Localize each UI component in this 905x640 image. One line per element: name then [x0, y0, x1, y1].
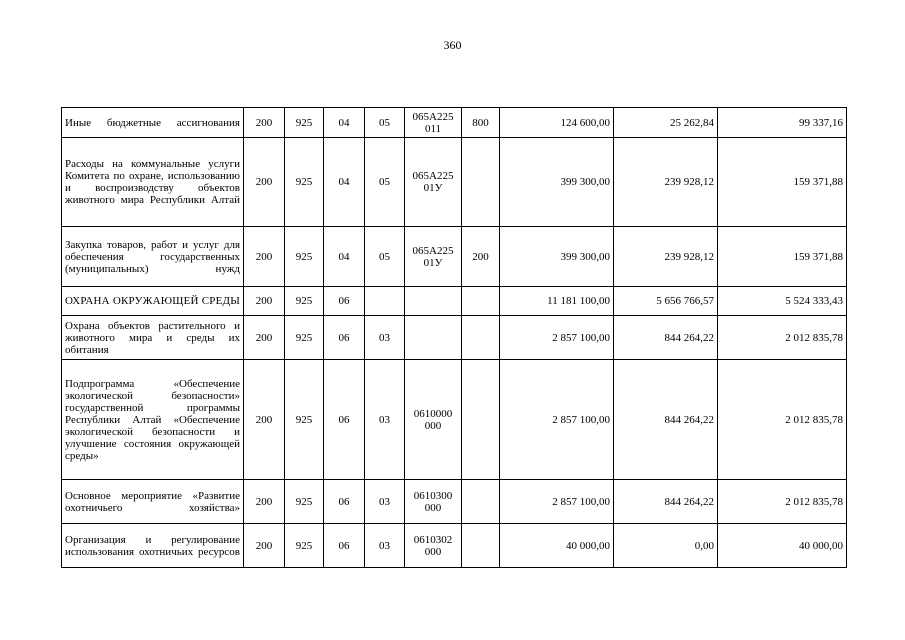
- table-row: [62, 108, 847, 138]
- row-admin-code: 200: [244, 138, 285, 227]
- row-remainder: 2 012 835,78: [718, 316, 847, 360]
- row-expense-type: [462, 138, 500, 227]
- row-ministry-code: 925: [285, 287, 324, 316]
- row-subsection-code: 05: [365, 108, 405, 138]
- row-admin-code: 200: [244, 316, 285, 360]
- row-subsection-code: 03: [365, 480, 405, 524]
- row-name: Основное мероприятие «Развитие охотничьего хозяйства»: [62, 480, 244, 524]
- table-row: [62, 227, 847, 287]
- row-subsection-code: 03: [365, 316, 405, 360]
- row-ministry-code: 925: [285, 360, 324, 480]
- row-amount: 2 857 100,00: [500, 360, 614, 480]
- row-section-code: 04: [324, 227, 365, 287]
- row-section-code: 06: [324, 316, 365, 360]
- row-target-code: [405, 316, 462, 360]
- table-row: [62, 360, 847, 480]
- row-spent: 25 262,84: [614, 108, 718, 138]
- row-spent: 0,00: [614, 524, 718, 568]
- budget-table-body: [62, 108, 847, 568]
- row-name: Организация и регулирование использования охотничьих ресурсов: [62, 524, 244, 568]
- row-ministry-code: 925: [285, 138, 324, 227]
- row-admin-code: 200: [244, 480, 285, 524]
- row-expense-type: 200: [462, 227, 500, 287]
- row-section-code: 04: [324, 138, 365, 227]
- row-amount: 40 000,00: [500, 524, 614, 568]
- budget-table: [61, 107, 847, 568]
- row-name: ОХРАНА ОКРУЖАЮЩЕЙ СРЕДЫ: [62, 287, 244, 316]
- row-name: Подпрограмма «Обеспечение экологической безопасности» государственной программы Республики Алтай «Обеспечение экологической безопасности и улучшение состояния окружающей среды»: [62, 360, 244, 480]
- row-remainder: 99 337,16: [718, 108, 847, 138]
- row-spent: 844 264,22: [614, 360, 718, 480]
- row-name: Закупка товаров, работ и услуг для обеспечения государственных (муниципальных) нужд: [62, 227, 244, 287]
- row-expense-type: [462, 360, 500, 480]
- row-name: Охрана объектов растительного и животного мира и среды их обитания: [62, 316, 244, 360]
- row-section-code: 06: [324, 524, 365, 568]
- row-target-code: [405, 287, 462, 316]
- row-expense-type: [462, 480, 500, 524]
- row-target-code: 0610000 000: [405, 360, 462, 480]
- row-admin-code: 200: [244, 360, 285, 480]
- row-amount: 124 600,00: [500, 108, 614, 138]
- row-section-code: 04: [324, 108, 365, 138]
- row-expense-type: [462, 316, 500, 360]
- row-admin-code: 200: [244, 524, 285, 568]
- row-amount: 2 857 100,00: [500, 480, 614, 524]
- row-subsection-code: 03: [365, 360, 405, 480]
- row-admin-code: 200: [244, 227, 285, 287]
- row-spent: 844 264,22: [614, 316, 718, 360]
- row-expense-type: [462, 287, 500, 316]
- row-subsection-code: 05: [365, 138, 405, 227]
- row-section-code: 06: [324, 360, 365, 480]
- row-expense-type: [462, 524, 500, 568]
- row-target-code: 065А225 01У: [405, 138, 462, 227]
- row-remainder: 159 371,88: [718, 138, 847, 227]
- table-row: [62, 480, 847, 524]
- row-target-code: 0610302 000: [405, 524, 462, 568]
- row-name: Иные бюджетные ассигнования: [62, 108, 244, 138]
- row-section-code: 06: [324, 287, 365, 316]
- row-section-code: 06: [324, 480, 365, 524]
- row-admin-code: 200: [244, 287, 285, 316]
- row-ministry-code: 925: [285, 524, 324, 568]
- row-ministry-code: 925: [285, 480, 324, 524]
- row-remainder: 159 371,88: [718, 227, 847, 287]
- row-remainder: 2 012 835,78: [718, 480, 847, 524]
- page-number: 360: [443, 38, 462, 52]
- row-ministry-code: 925: [285, 316, 324, 360]
- row-remainder: 40 000,00: [718, 524, 847, 568]
- row-amount: 2 857 100,00: [500, 316, 614, 360]
- row-target-code: 065А225 011: [405, 108, 462, 138]
- row-amount: 399 300,00: [500, 138, 614, 227]
- row-target-code: 0610300 000: [405, 480, 462, 524]
- row-name: Расходы на коммунальные услуги Комитета по охране, использованию и воспроизводству объектов животного мира Республики Алтай: [62, 138, 244, 227]
- table-row: [62, 524, 847, 568]
- row-remainder: 5 524 333,43: [718, 287, 847, 316]
- row-spent: 5 656 766,57: [614, 287, 718, 316]
- row-spent: 239 928,12: [614, 227, 718, 287]
- row-expense-type: 800: [462, 108, 500, 138]
- row-amount: 11 181 100,00: [500, 287, 614, 316]
- row-ministry-code: 925: [285, 227, 324, 287]
- row-ministry-code: 925: [285, 108, 324, 138]
- row-admin-code: 200: [244, 108, 285, 138]
- row-target-code: 065А225 01У: [405, 227, 462, 287]
- table-row: [62, 287, 847, 316]
- table-row: [62, 316, 847, 360]
- row-subsection-code: 05: [365, 227, 405, 287]
- row-amount: 399 300,00: [500, 227, 614, 287]
- row-subsection-code: [365, 287, 405, 316]
- table-row: [62, 138, 847, 227]
- row-spent: 844 264,22: [614, 480, 718, 524]
- row-spent: 239 928,12: [614, 138, 718, 227]
- row-remainder: 2 012 835,78: [718, 360, 847, 480]
- row-subsection-code: 03: [365, 524, 405, 568]
